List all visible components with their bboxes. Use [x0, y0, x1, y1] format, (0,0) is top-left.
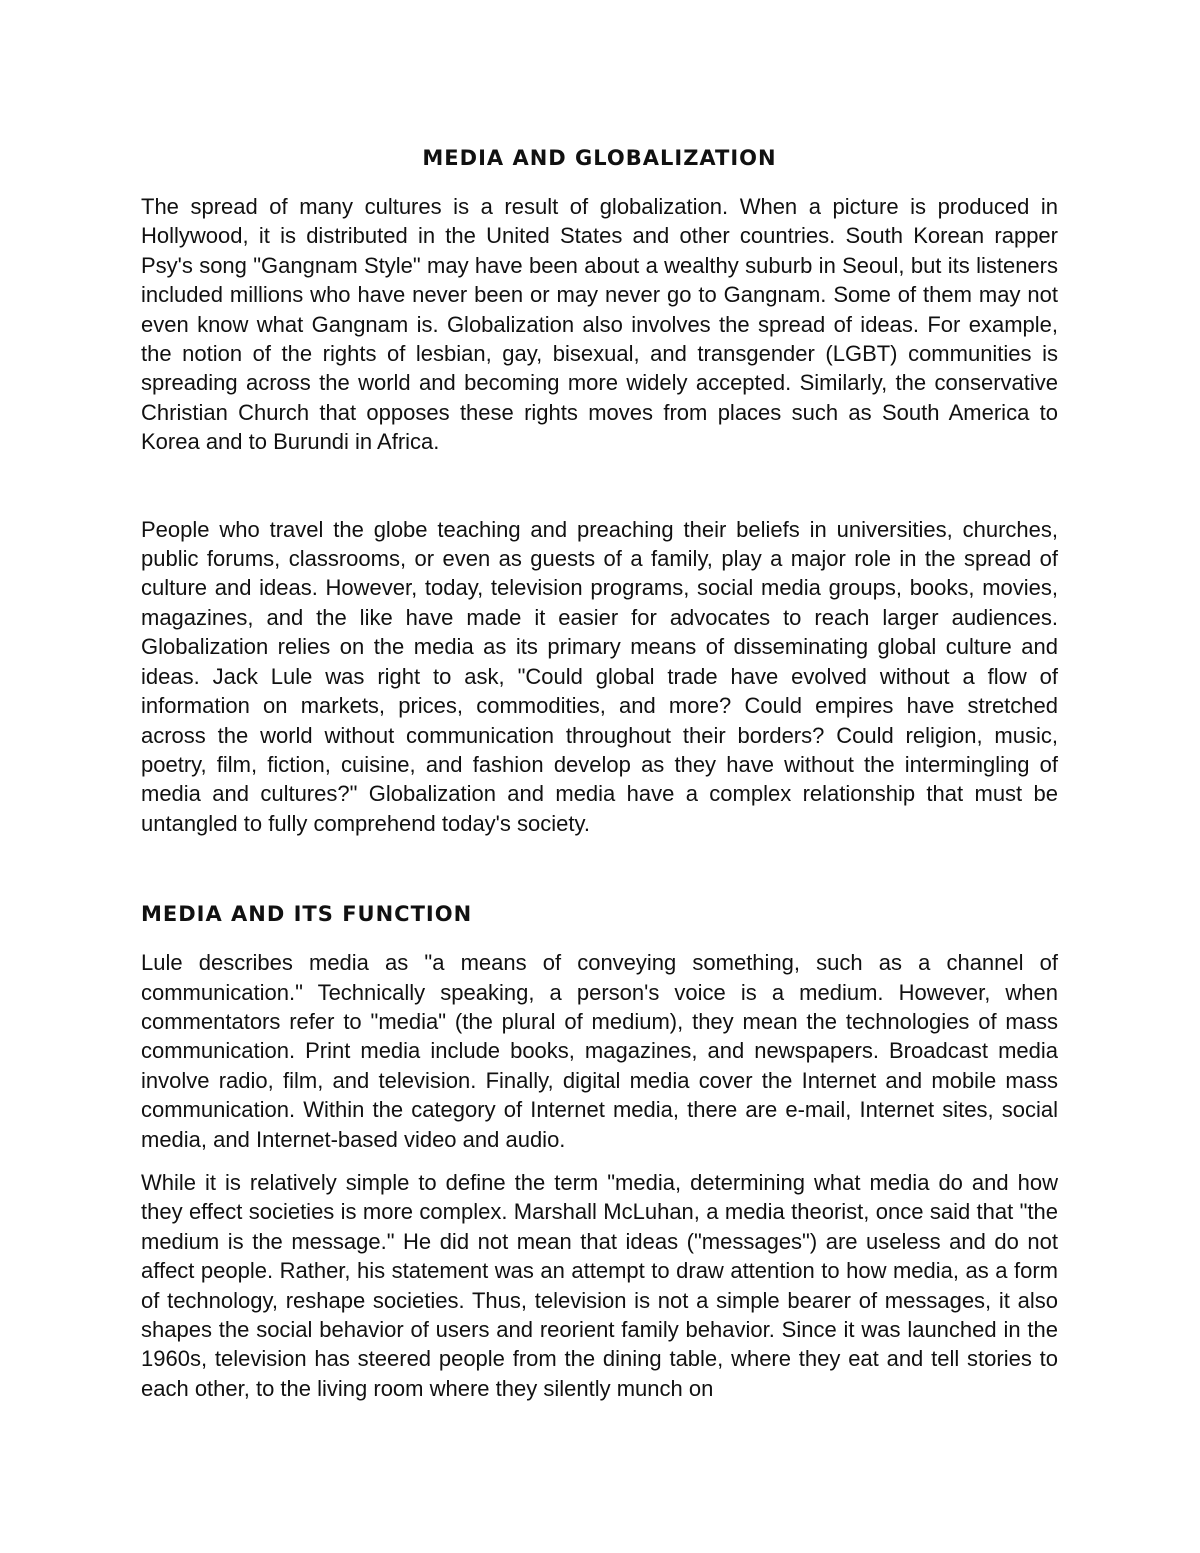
- document-title: MEDIA AND GLOBALIZATION: [422, 146, 777, 170]
- paragraph-mcluhan: While it is relatively simple to define the term "media, determining what media do and how they effect societies is more complex. Marshall McLuhan, a media theorist, once said that "the medium is the message." He did not mean that ideas ("messages") are useless and do not affect people. Rather, his statement was an attempt to draw attention to how media, as a form of technology, reshape societies. Thus, television is not a simple bearer of messages, it also shapes the social behavior of users and reorient family behavior. Since it was launched in the 1960s, television has steered people from the dining table, where they eat and tell stories to each other, to the living room where they silently munch on: [141, 1169, 1058, 1401]
- paragraph-media-role: People who travel the globe teaching and preaching their beliefs in universities, churches, public forums, classrooms, or even as guests of a family, play a major role in the spread of culture and ideas. However, today, television programs, social media groups, books, movies, magazines, and the like have made it easier for advocates to reach larger audiences. Globalization relies on the media as its primary means of disseminating global culture and ideas. Jack Lule was right to ask, "Could global trade have evolved without a flow of information on markets, prices, commodities, and more? Could empires have stretched across the world without communication throughout their borders? Could religion, music, poetry, film, fiction, cuisine, and fashion develop as they have without the intermingling of media and cultures?" Globalization and media have a complex relationship that must be untangled to fully comprehend today's society.: [141, 516, 1058, 836]
- section-title-media-function: MEDIA AND ITS FUNCTION: [141, 902, 473, 927]
- paragraph-media-definition: Lule describes media as "a means of conveying something, such as a channel of communication." Technically speaking, a person's voice is a medium. However, when commentators refer to "media" (the plural of medium), they mean the technologies of mass communication. Print media include books, magazines, and newspapers. Broadcast media involve radio, film, and television. Finally, digital media cover the Internet and mobile mass communication. Within the category of Internet media, there are e-mail, Internet sites, social media, and Internet-based video and audio.: [141, 950, 1058, 1152]
- document-page: [141, 142, 1058, 1403]
- paragraph-globalization-spread: The spread of many cultures is a result of globalization. When a picture is produced in Hollywood, it is distributed in the United States and other countries. South Korean rapper Psy's song "Gangnam Style" may have been about a wealthy suburb in Seoul, but its listeners included millions who have never been or may never go to Gangnam. Some of them may not even know what Gangnam is. Globalization also involves the spread of ideas. For example, the notion of the rights of lesbian, gay, bisexual, and transgender (LGBT) communities is spreading across the world and becoming more widely accepted. Similarly, the conservative Christian Church that opposes these rights moves from places such as South America to Korea and to Burundi in Africa.: [141, 194, 1058, 455]
